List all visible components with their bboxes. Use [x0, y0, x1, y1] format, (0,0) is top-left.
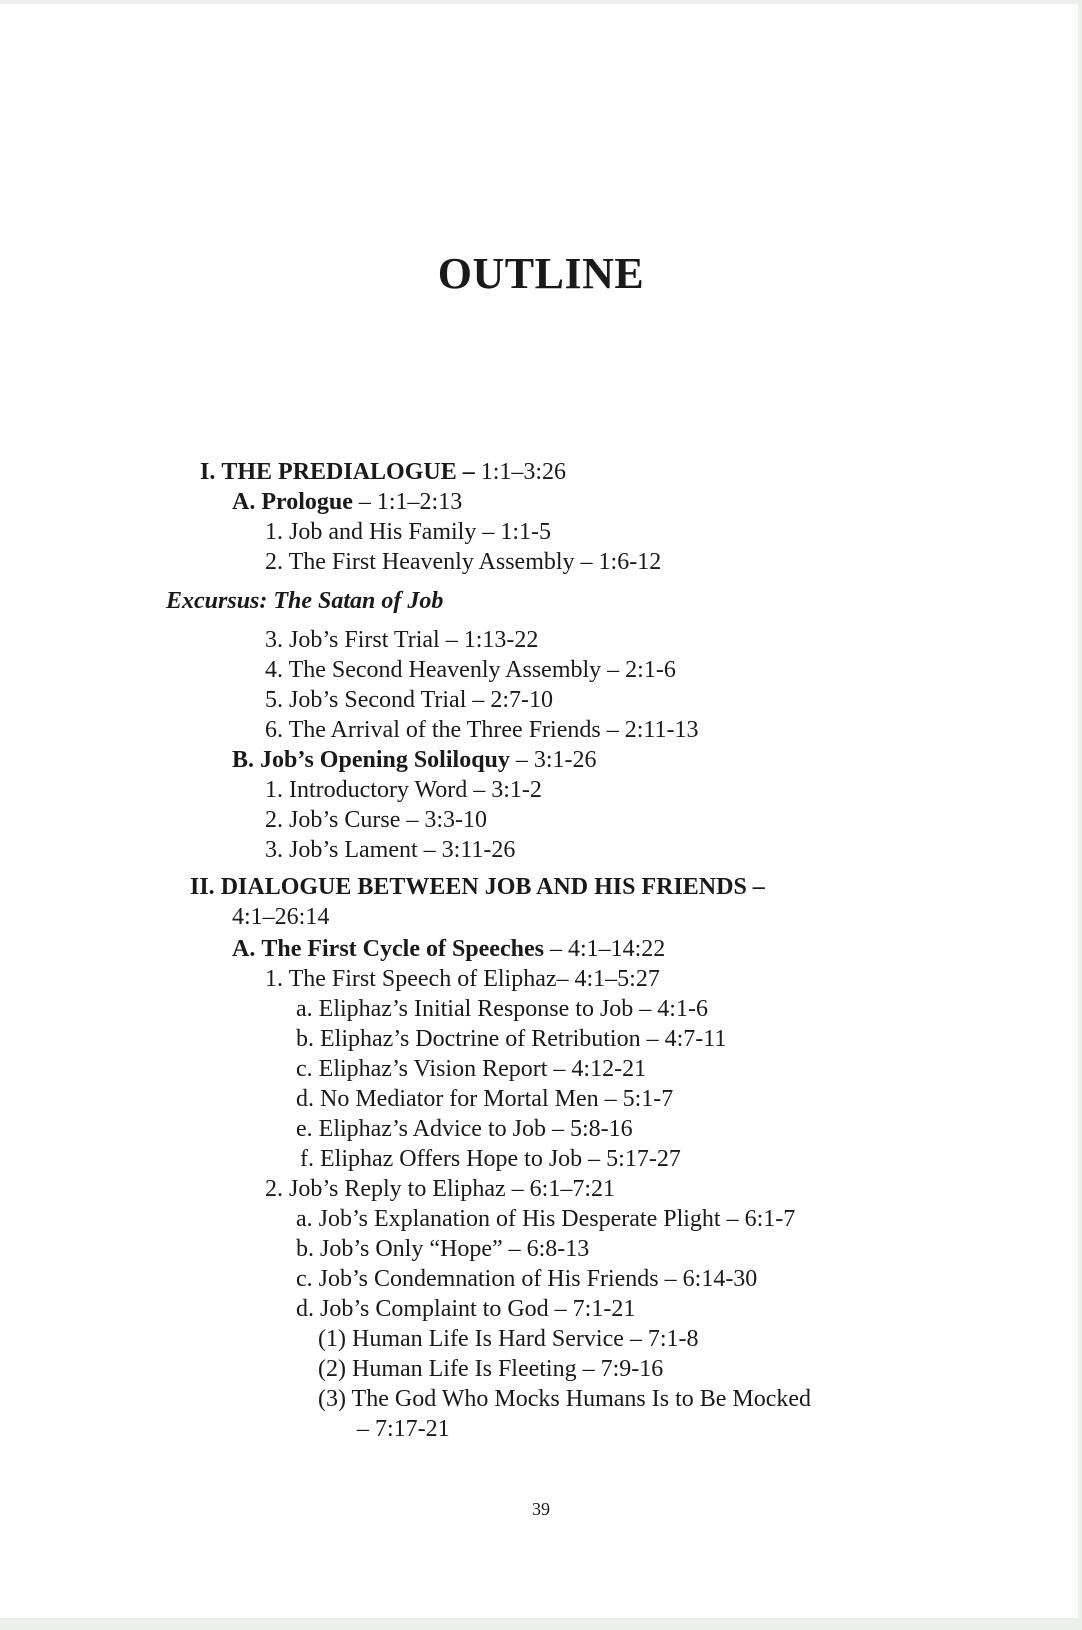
outline-item-I-A	[232, 487, 462, 517]
outline-item-I-A-6: 6. The Arrival of the Three Friends – 2:11-13	[265, 717, 699, 743]
outline-heading: THE PREDIALOGUE –	[221, 459, 475, 485]
outline-item-I-A-2: 2. The First Heavenly Assembly – 1:6-12	[265, 549, 662, 575]
outline-item-I-B-2: 2. Job’s Curse – 3:3-10	[265, 807, 487, 833]
outline-heading: DIALOGUE BETWEEN JOB AND HIS FRIENDS –	[220, 874, 765, 900]
outline-item-II-A-1-b: b. Eliphaz’s Doctrine of Retribution – 4:7-11	[296, 1026, 727, 1052]
outline-item-I	[200, 457, 566, 487]
outline-ref: 1:1–3:26	[480, 459, 567, 485]
outline-heading: The First Cycle of Speeches	[261, 936, 544, 962]
outline-item-II-A-2-d-1: (1) Human Life Is Hard Service – 7:1-8	[318, 1326, 699, 1352]
outline-item-II-A-1-a: a. Eliphaz’s Initial Response to Job – 4:1-6	[296, 996, 708, 1022]
outline-item-I-A-4: 4. The Second Heavenly Assembly – 2:1-6	[265, 657, 676, 683]
outline-item-I-B-3: 3. Job’s Lament – 3:11-26	[265, 837, 516, 863]
outline-item-I-B	[232, 745, 597, 775]
outline-item-II-A-2-d-3-ref: – 7:17-21	[357, 1416, 450, 1442]
outline-item-I-A-3: 3. Job’s First Trial – 1:13-22	[265, 627, 539, 653]
outline-num: A.	[232, 936, 256, 962]
outline-item-I-B-1: 1. Introductory Word – 3:1-2	[265, 777, 542, 803]
excursus-heading: Excursus: The Satan of Job	[166, 588, 444, 614]
outline-num: II.	[190, 874, 215, 900]
outline-item-II-A-2-b: b. Job’s Only “Hope” – 6:8-13	[296, 1236, 590, 1262]
outline-item-I-A-5: 5. Job’s Second Trial – 2:7-10	[265, 687, 554, 713]
outline-ref-II: 4:1–26:14	[232, 904, 330, 930]
outline-item-II-A-2-c: c. Job’s Condemnation of His Friends – 6:14-30	[296, 1266, 758, 1292]
page-title: OUTLINE	[437, 249, 645, 298]
outline-ref: – 1:1–2:13	[358, 489, 463, 515]
outline-num: I.	[200, 459, 216, 485]
outline-item-II-A-1-e: e. Eliphaz’s Advice to Job – 5:8-16	[296, 1116, 633, 1142]
outline-item-II	[190, 872, 765, 902]
outline-num: B.	[232, 747, 255, 773]
page-number: 39	[532, 1499, 550, 1519]
outline-heading: Job’s Opening Soliloquy	[260, 747, 510, 773]
outline-item-II-A-1-d: d. No Mediator for Mortal Men – 5:1-7	[296, 1086, 674, 1112]
outline-item-II-A-1: 1. The First Speech of Eliphaz– 4:1–5:27	[265, 966, 660, 992]
book-page	[0, 4, 1078, 1618]
outline-ref: – 4:1–14:22	[549, 936, 666, 962]
outline-item-II-A-2-d-3: (3) The God Who Mocks Humans Is to Be Mocked	[318, 1386, 812, 1412]
outline-heading: Prologue	[261, 489, 353, 515]
outline-ref: – 3:1-26	[515, 747, 597, 773]
outline-item-II-A-1-f: f. Eliphaz Offers Hope to Job – 5:17-27	[300, 1146, 681, 1172]
outline-item-II-A-2-d: d. Job’s Complaint to God – 7:1-21	[296, 1296, 636, 1322]
outline-item-II-A-1-c: c. Eliphaz’s Vision Report – 4:12-21	[296, 1056, 647, 1082]
outline-item-II-A	[232, 934, 665, 964]
outline-item-I-A-1: 1. Job and His Family – 1:1-5	[265, 519, 551, 545]
outline-item-II-A-2: 2. Job’s Reply to Eliphaz – 6:1–7:21	[265, 1176, 615, 1202]
outline-item-II-A-2-d-2: (2) Human Life Is Fleeting – 7:9-16	[318, 1356, 664, 1382]
outline-num: A.	[232, 489, 256, 515]
outline-item-II-A-2-a: a. Job’s Explanation of His Desperate Plight – 6:1-7	[296, 1206, 796, 1232]
